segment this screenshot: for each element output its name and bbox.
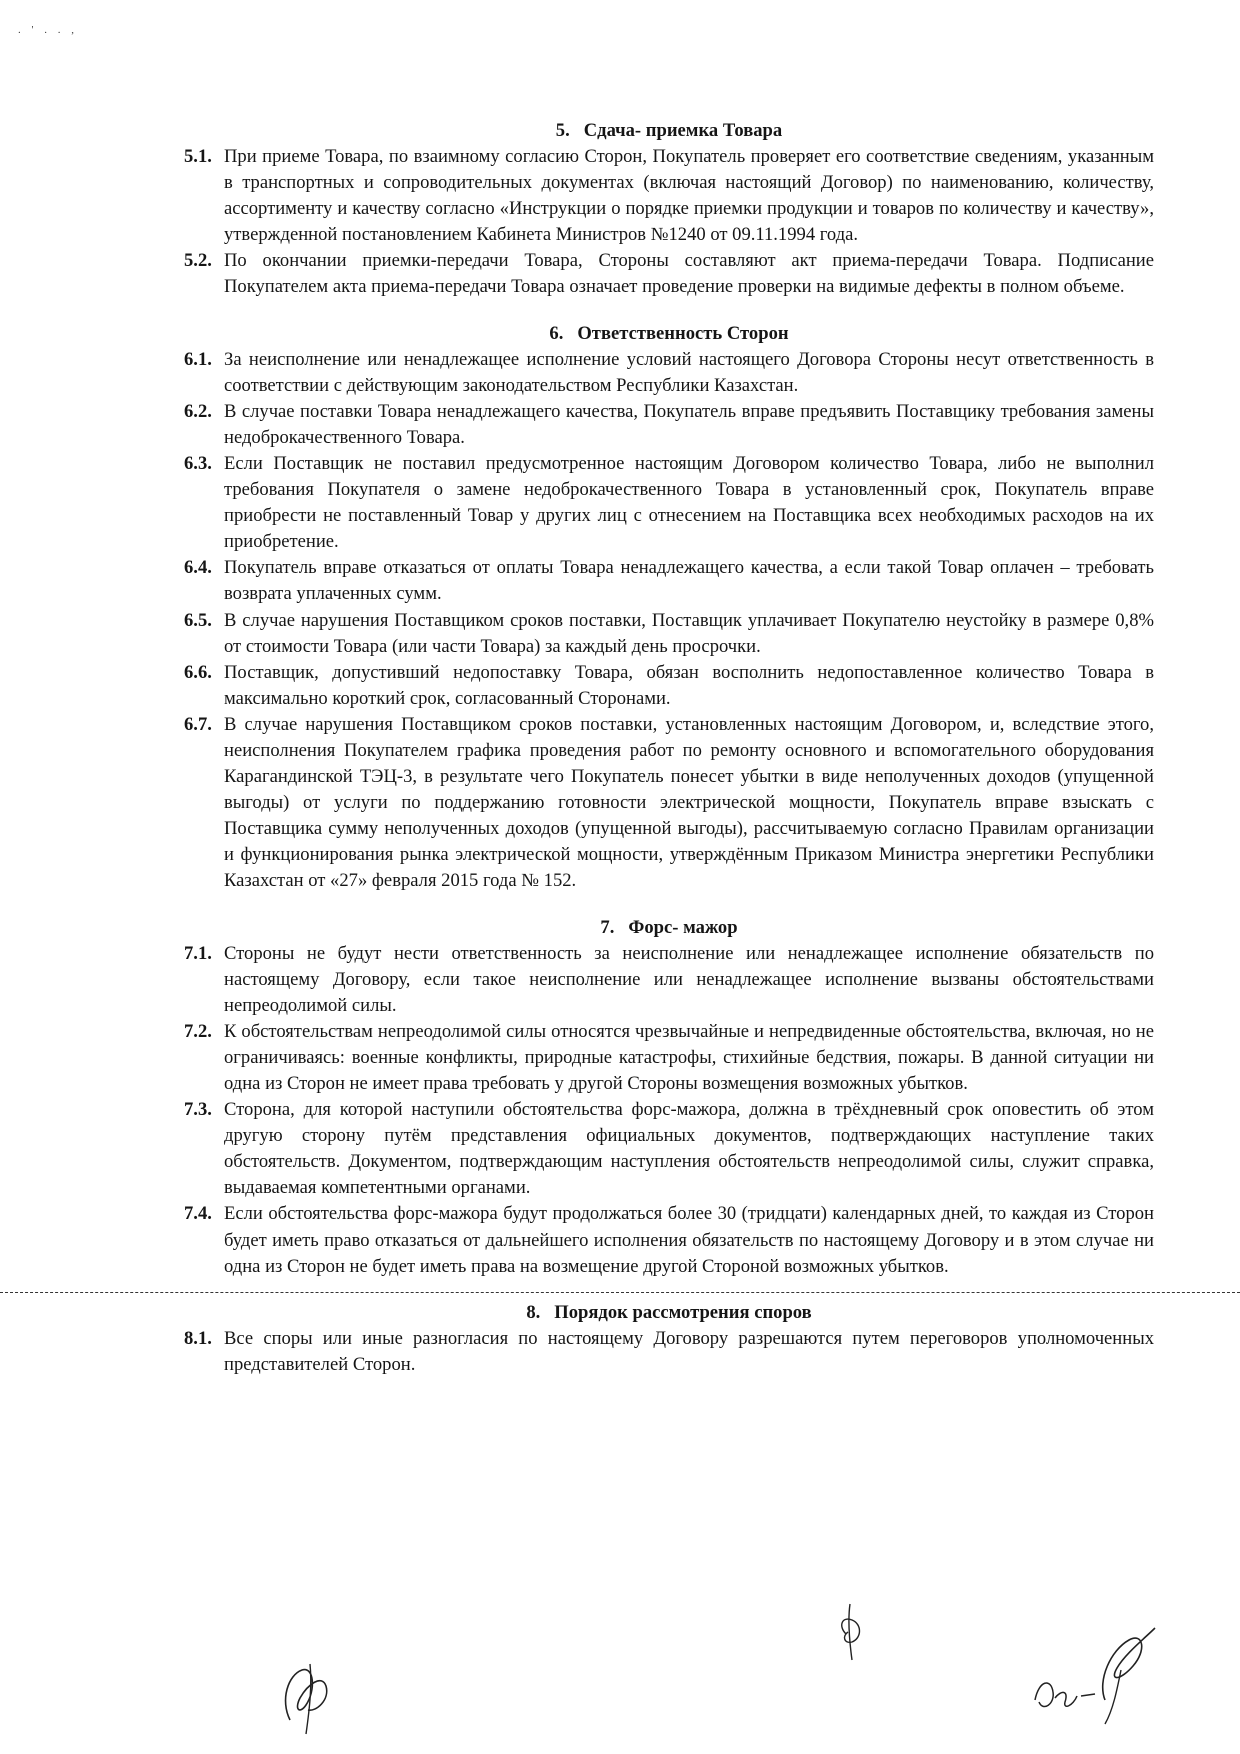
clause-text: В случае нарушения Поставщиком сроков поставки, установленных настоящим Договором, и, вследствие этого, неисполнения Покупателем графика проведения работ по ремонту основного и вспомогательного оборудования Карагандинской ТЭЦ-3, в результате чего Покупатель понесет убытки в виде неполученных доходов (упущенной выгоды) от услуги по поддержанию готовности электрической мощности, Покупатель вправе взыскать с Поставщика сумму неполученных доходов (упущенной выгоды), рассчитываемую согласно Правилам организации и функционирования рынка электрической мощности, утверждённым Приказом Министра энергетики Республики Казахстан от «27» февраля 2015 года № 152. (224, 713, 1154, 892)
scan-marks: . ' . . , (18, 24, 78, 36)
clause-text: По окончании приемки-передачи Товара, Стороны составляют акт приема-передачи Товара. Подписание Покупателем акта приема-передачи Товара означает проведение проверки на видимые дефекты в полном объеме. (224, 250, 1154, 298)
clause-number: 6.3. (184, 452, 212, 474)
clause-number: 6.1. (184, 348, 212, 370)
section-title: Форс- мажор (628, 916, 738, 938)
clause-6-6 (184, 660, 1154, 712)
section-heading (184, 915, 1154, 941)
clause-5-2 (184, 248, 1154, 300)
clause-7-1 (184, 941, 1154, 1019)
clause-text: Если обстоятельства форс-мажора будут продолжаться более 30 (тридцати) календарных дней, то каждая из Сторон будет иметь право отказаться от дальнейшего исполнения обязательств по настоящему Договору и в этом случае ни одна из Сторон не будет иметь права на возмещение другой Стороной возможных убытков. (224, 1203, 1154, 1277)
clause-text: При приеме Товара, по взаимному согласию Сторон, Покупатель проверяет его соответствие сведениям, указанным в транспортных и сопроводительных документах (включая настоящий Договор) по наименованию, количеству, ассортименту и качеству согласно «Инструкции о порядке приемки продукции и товаров по количеству и качеству», утвержденной постановлением Кабинета Министров №1240 от 09.11.1994 года. (224, 146, 1154, 246)
clause-6-3 (184, 451, 1154, 555)
section-title: Сдача- приемка Товара (583, 120, 783, 141)
clause-number: 6.6. (184, 661, 212, 683)
clause-text: За неисполнение или ненадлежащее исполнение условий настоящего Договора Стороны несут ответственность в соответствии с действующим законодательством Республики Казахстан. (224, 348, 1154, 396)
clause-number: 7.1. (184, 942, 212, 964)
clause-7-4 (184, 1201, 1154, 1279)
clause-7-3 (184, 1097, 1154, 1201)
initial-middle (832, 1598, 872, 1668)
clause-number: 6.2. (184, 400, 212, 422)
clause-number: 5.2. (184, 250, 212, 272)
signature-left (270, 1650, 350, 1740)
section-number: 7. (600, 916, 615, 938)
clause-number: 7.4. (184, 1203, 212, 1225)
section-number: 5. (555, 120, 570, 141)
clause-number: 6.5. (184, 609, 212, 631)
signature-right (1025, 1620, 1185, 1730)
clause-6-1 (184, 347, 1154, 399)
section-5 (184, 118, 1154, 301)
clause-8-1 (184, 1326, 1154, 1378)
section-title: Порядок рассмотрения споров (554, 1301, 812, 1323)
clause-text: В случае поставки Товара ненадлежащего качества, Покупатель вправе предъявить Поставщику требования замены недоброкачественного Товара. (224, 400, 1154, 448)
clause-text: Если Поставщик не поставил предусмотренное настоящим Договором количество Товара, либо не выполнил требования Покупателя о замене недоброкачественного Товара в установленный срок, Покупатель вправе приобрести не поставленный Товар у других лиц с отнесением на Поставщика всех необходимых расходов на их приобретение. (224, 452, 1154, 553)
clause-5-1 (184, 144, 1154, 248)
section-7 (184, 915, 1154, 1280)
contract-text (184, 118, 1154, 1378)
clause-6-2 (184, 399, 1154, 451)
section-title: Ответственность Сторон (577, 322, 789, 344)
section-heading (184, 118, 1154, 144)
clause-number: 5.1. (184, 146, 212, 167)
section-heading (184, 1300, 1154, 1326)
clause-text: В случае нарушения Поставщиком сроков поставки, Поставщик уплачивает Покупателю неустойку в размере 0,8% от стоимости Товара (или части Товара) за каждый день просрочки. (224, 609, 1154, 657)
scan-fold-line (0, 1292, 1240, 1293)
clause-text: Все споры или иные разногласия по настоящему Договору разрешаются путем переговоров уполномоченных представителей Сторон. (224, 1327, 1154, 1375)
section-number: 6. (549, 322, 564, 344)
clause-text: Сторона, для которой наступили обстоятельства форс-мажора, должна в трёхдневный срок оповестить об этом другую сторону путём представления официальных документов, подтверждающих наступление таких обстоятельств. Документом, подтверждающим наступления обстоятельств непреодолимой силы, служит справка, выдаваемая компетентными органами. (224, 1099, 1154, 1199)
clause-text: К обстоятельствам непреодолимой силы относятся чрезвычайные и непредвиденные обстоятельства, включая, но не ограничиваясь: военные конфликты, природные катастрофы, стихийные бедствия, пожары. В данной ситуации ни одна из Сторон не имеет права требовать у другой Стороны возмещения возможных убытков. (224, 1020, 1154, 1094)
clause-number: 8.1. (184, 1327, 212, 1349)
clause-number: 6.7. (184, 713, 212, 735)
clause-text: Покупатель вправе отказаться от оплаты Товара ненадлежащего качества, а если такой Товар оплачен – требовать возврата уплаченных сумм. (224, 557, 1154, 605)
clause-text: Поставщик, допустивший недопоставку Товара, обязан восполнить недопоставленное количество Товара в максимально короткий срок, согласованный Сторонами. (224, 661, 1154, 709)
clause-text: Стороны не будут нести ответственность за неисполнение или ненадлежащее исполнение обязательств по настоящему Договору, если такое неисполнение или ненадлежащее исполнение вызваны обстоятельствами непреодолимой силы. (224, 942, 1154, 1016)
section-6 (184, 321, 1154, 895)
clause-number: 6.4. (184, 557, 212, 579)
clause-6-4 (184, 555, 1154, 607)
section-8 (184, 1300, 1154, 1378)
clause-6-5 (184, 608, 1154, 660)
clause-number: 7.3. (184, 1099, 212, 1121)
clause-number: 7.2. (184, 1020, 212, 1042)
section-number: 8. (526, 1301, 541, 1323)
section-heading (184, 321, 1154, 347)
clause-6-7 (184, 712, 1154, 895)
clause-7-2 (184, 1019, 1154, 1097)
